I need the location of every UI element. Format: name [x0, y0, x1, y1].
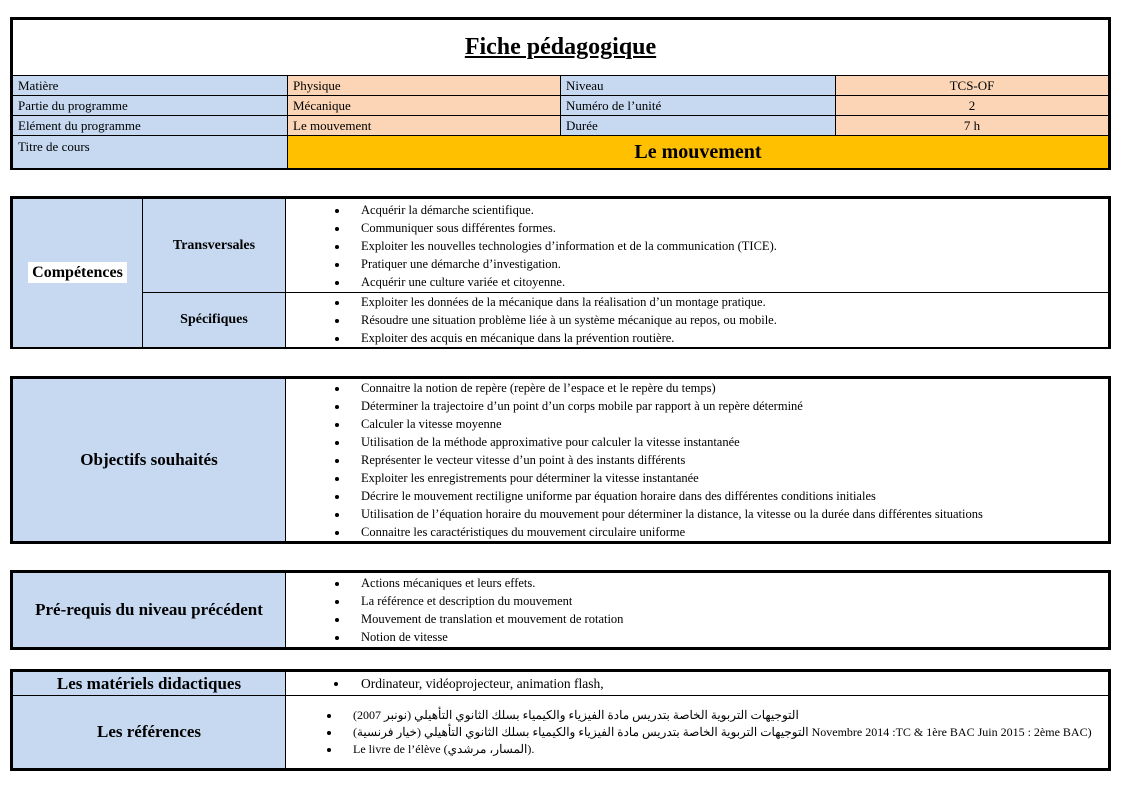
label-matiere: Matière [13, 76, 288, 96]
list-item: • Actions mécaniques et leurs effets. [349, 574, 1103, 592]
header-block [10, 17, 1111, 170]
prerequis-cell [286, 573, 1109, 648]
list-item: • التوجيهات التربوية الخاصة بتدريس مادة الفيزياء والكيمياء بسلك الثانوي التأهيلي (نونبر 2007) [341, 707, 1103, 724]
list-item: • La référence et description du mouvement [349, 592, 1103, 610]
list-item: • Acquérir la démarche scientifique. [349, 201, 1103, 219]
competences-label: Compétences [28, 262, 127, 283]
value-numero: 2 [836, 96, 1109, 116]
list-item: • Représenter le vecteur vitesse d’un point à des instants différents [349, 451, 1103, 469]
list-item: • Résoudre une situation problème liée à un système mécanique au repos, ou mobile. [349, 311, 1103, 329]
list-item: • Déterminer la trajectoire d’un point d’un corps mobile par rapport à un repère déterminé [349, 397, 1103, 415]
label-partie: Partie du programme [13, 96, 288, 116]
prerequis-label: Pré-requis du niveau précédent [13, 573, 286, 648]
value-partie: Mécanique [288, 96, 561, 116]
list-item: • Notion de vitesse [349, 628, 1103, 646]
list-item: • Le livre de l’élève (المسار، مرشدي). [341, 741, 1103, 758]
list-item: • Exploiter les nouvelles technologies d’information et de la communication (TICE). [349, 237, 1103, 255]
list-item: • Communiquer sous différentes formes. [349, 219, 1103, 237]
materiels-cell [286, 672, 1109, 696]
label-niveau: Niveau [561, 76, 836, 96]
list-item: • Ordinateur, vidéoprojecteur, animation flash, [349, 675, 1103, 693]
course-title-cell [288, 136, 1109, 169]
value-duree: 7 h [836, 116, 1109, 136]
specifiques-label: Spécifiques [143, 293, 286, 348]
value-matiere: Physique [288, 76, 561, 96]
competences-block [10, 196, 1111, 349]
list-item: • Pratiquer une démarche d’investigation. [349, 255, 1103, 273]
list-item: • Calculer la vitesse moyenne [349, 415, 1103, 433]
list-item: • Utilisation de la méthode approximative pour calculer la vitesse instantanée [349, 433, 1103, 451]
specifiques-cell [286, 293, 1109, 348]
references-cell [286, 696, 1109, 769]
list-item: • Exploiter les enregistrements pour déterminer la vitesse instantanée [349, 469, 1103, 487]
objectifs-cell [286, 379, 1109, 542]
materiels-references-block [10, 669, 1111, 771]
list-item: • Connaitre les caractéristiques du mouvement circulaire uniforme [349, 523, 1103, 541]
list-item: • Connaitre la notion de repère (repère de l’espace et le repère du temps) [349, 379, 1103, 397]
competences-cell [13, 199, 143, 348]
course-title: Le mouvement [634, 140, 762, 163]
list-item: • Décrire le mouvement rectiligne uniforme par équation horaire dans des différentes conditions initiales [349, 487, 1103, 505]
value-element: Le mouvement [288, 116, 561, 136]
title-cell [13, 20, 1109, 76]
materiels-label: Les matériels didactiques [13, 672, 286, 696]
list-item: • Exploiter les données de la mécanique dans la réalisation d’un montage pratique. [349, 293, 1103, 311]
transversales-label: Transversales [143, 199, 286, 293]
prerequis-block [10, 570, 1111, 650]
list-item: • Exploiter des acquis en mécanique dans la prévention routière. [349, 329, 1103, 347]
page-title: Fiche pédagogique [464, 34, 657, 60]
label-duree: Durée [561, 116, 836, 136]
references-label: Les références [13, 696, 286, 769]
list-item: • Acquérir une culture variée et citoyenne. [349, 273, 1103, 291]
label-course: Titre de cours [13, 136, 288, 169]
value-niveau: TCS-OF [836, 76, 1109, 96]
list-item: • Utilisation de l’équation horaire du mouvement pour déterminer la distance, la vitesse ou la durée dans différentes situations [349, 505, 1103, 523]
objectifs-block [10, 376, 1111, 544]
list-item: • Mouvement de translation et mouvement de rotation [349, 610, 1103, 628]
transversales-cell [286, 199, 1109, 293]
label-numero: Numéro de l’unité [561, 96, 836, 116]
list-item: • التوجيهات التربوية الخاصة بتدريس مادة الفيزياء والكيمياء بسلك الثانوي التأهيلي (خيار فرنسية) Novembre 2014 :TC & 1ère BAC Juin 2015 : 2ème BAC) [341, 724, 1103, 741]
label-element: Elément du programme [13, 116, 288, 136]
objectifs-label: Objectifs souhaités [13, 379, 286, 542]
